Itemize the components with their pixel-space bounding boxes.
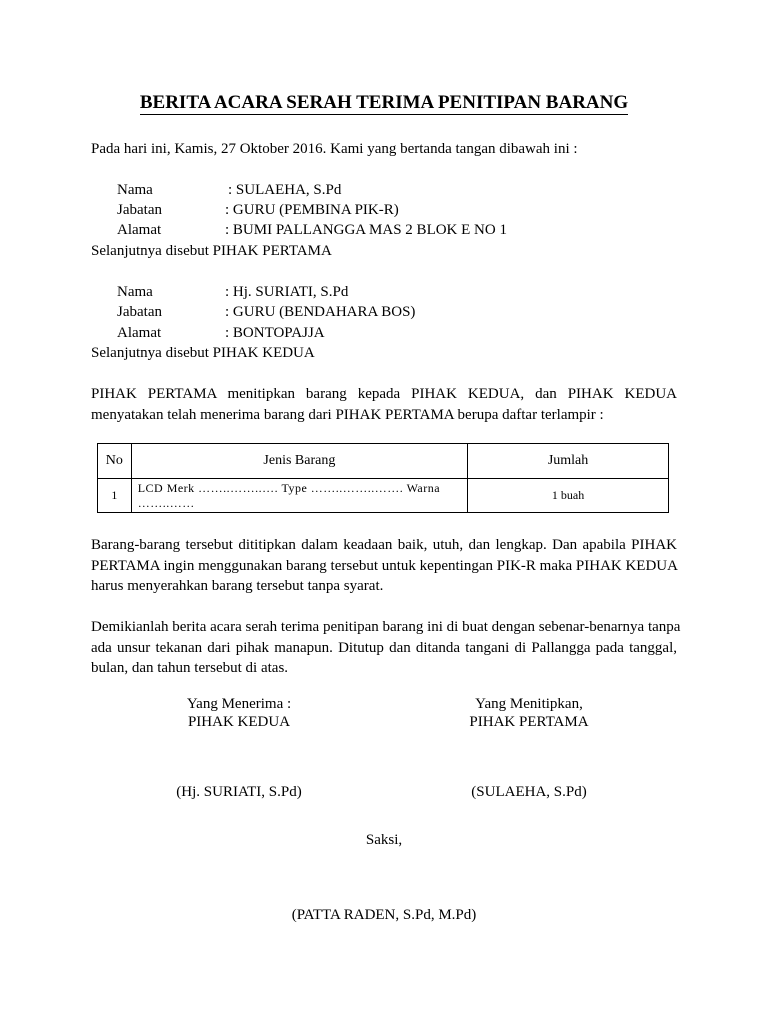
depositor-role: Yang Menitipkan, [475,696,583,712]
receiver-party: PIHAK KEDUA [187,714,291,730]
nama-value: : SULAEHA, S.Pd [228,182,342,198]
receiver-name: (Hj. SURIATI, S.Pd) [176,784,302,800]
header-jenis-barang: Jenis Barang [131,444,467,479]
pihak-pertama-reference: Selanjutnya disebut PIHAK PERTAMA [91,243,332,259]
alamat-value: : BUMI PALLANGGA MAS 2 BLOK E NO 1 [225,222,507,238]
nama-label: Nama [117,284,153,300]
table-header-row [98,444,669,479]
alamat-label: Alamat [117,222,162,238]
nama-value: : Hj. SURIATI, S.Pd [225,284,349,300]
document-title-text: BERITA ACARA SERAH TERIMA PENITIPAN BARANG [139,92,629,113]
alamat-value: : BONTOPAJJA [225,325,325,341]
handover-paragraph [91,384,677,425]
document-title [0,92,768,114]
paragraph-line: bulan, dan tahun tersebut di atas. [91,660,289,676]
pihak-kedua-reference: Selanjutnya disebut PIHAK KEDUA [91,345,315,361]
header-no: No [98,444,132,479]
jabatan-value: : GURU (PEMBINA PIK-R) [225,202,399,218]
witness-name: (PATTA RADEN, S.Pd, M.Pd) [291,907,477,923]
alamat-label: Alamat [117,325,162,341]
depositor-name: (SULAEHA, S.Pd) [471,784,587,800]
witness-label: Saksi, [365,832,403,848]
depositor-party: PIHAK PERTAMA [469,714,589,730]
paragraph-line: Demikianlah berita acara serah terima penitipan barang ini di buat dengan sebenar-benarnya tanpa [91,619,681,635]
closing-paragraph [91,617,681,679]
condition-paragraph [91,535,677,597]
receiver-role: Yang Menerima : [186,696,292,712]
items-table [97,443,669,513]
intro-text: Pada hari ini, Kamis, 27 Oktober 2016. Kami yang bertanda tangan dibawah ini : [91,141,578,157]
paragraph-line: PERTAMA ingin menggunakan barang tersebut untuk kepentingan PIK-R maka PIHAK KEDUA [91,557,678,574]
paragraph-line: menyatakan telah menerima barang dari PIHAK PERTAMA berupa daftar terlampir : [91,406,604,423]
paragraph-line: PIHAK PERTAMA menitipkan barang kepada PIHAK KEDUA, dan PIHAK KEDUA [91,386,677,402]
nama-label: Nama [117,182,153,198]
paragraph-line: harus menyerahkan barang tersebut tanpa syarat. [91,578,384,594]
header-jumlah: Jumlah [468,444,669,479]
table-row [98,479,669,513]
cell-no: 1 [98,479,132,513]
jabatan-label: Jabatan [117,202,162,218]
cell-jumlah: 1 buah [468,479,669,513]
cell-jenis-barang: LCD Merk ……..……..…. Type ……..……..……. Warna ……..…… [131,479,467,513]
jabatan-value: : GURU (BENDAHARA BOS) [225,304,416,320]
paragraph-line: Barang-barang tersebut dititipkan dalam keadaan baik, utuh, dan lengkap. Dan apabila PIHAK [91,537,677,553]
jabatan-label: Jabatan [117,304,162,320]
paragraph-line: ada unsur tekanan dari pihak manapun. Ditutup dan ditanda tangani di Pallangga pada tanggal, [91,639,677,656]
